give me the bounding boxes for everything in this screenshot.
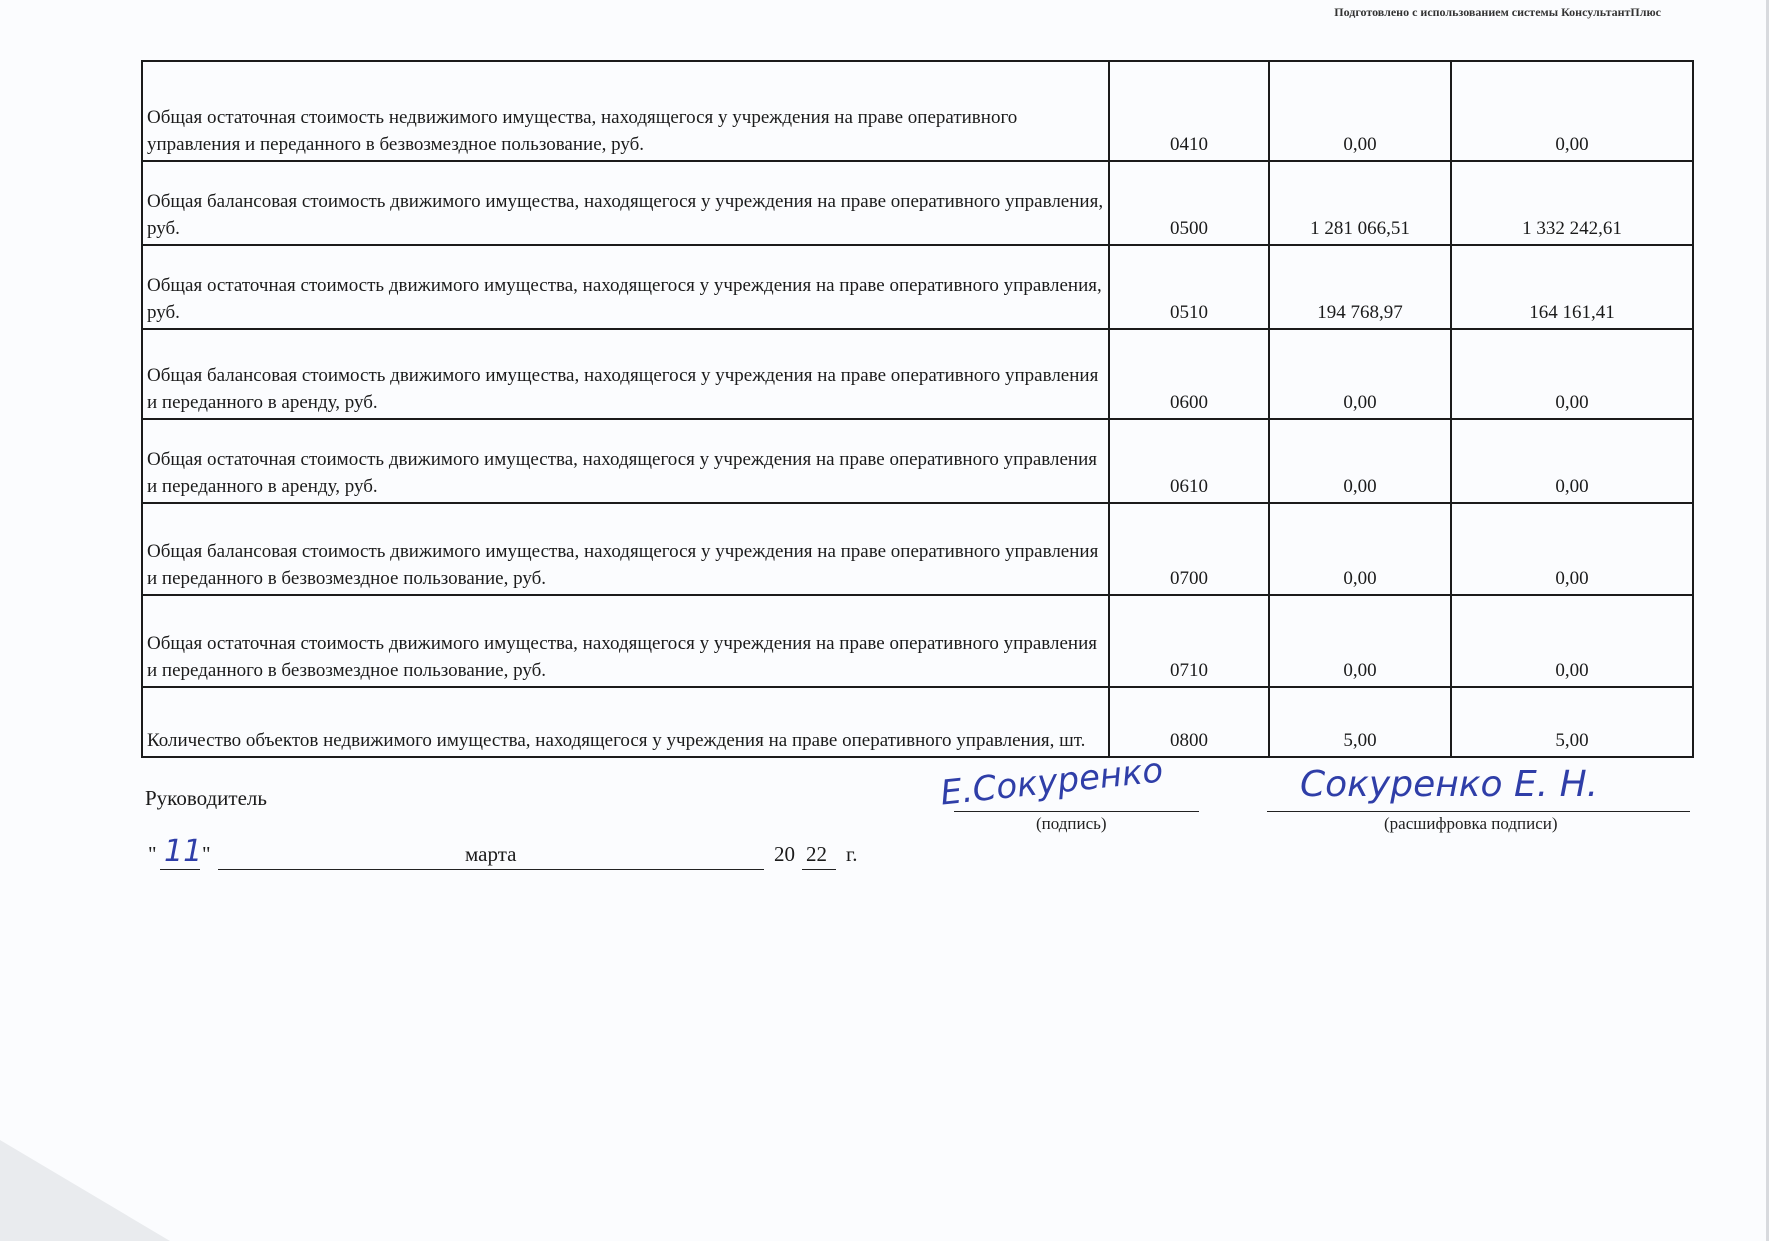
signature-handwriting: Е.Сокуренко xyxy=(938,750,1166,814)
date-month-line xyxy=(218,869,764,870)
signature-line xyxy=(954,811,1199,812)
row-value-start: 0,00 xyxy=(1269,503,1451,595)
table-row xyxy=(142,329,1693,419)
row-description: Количество объектов недвижимого имущества, находящегося у учреждения на праве оперативного управления, шт. xyxy=(142,687,1109,757)
row-value-start: 194 768,97 xyxy=(1269,245,1451,329)
row-code: 0600 xyxy=(1109,329,1269,419)
row-description: Общая балансовая стоимость движимого имущества, находящегося у учреждения на праве оперативного управления, руб. xyxy=(142,161,1109,245)
row-code: 0610 xyxy=(1109,419,1269,503)
row-value-end: 0,00 xyxy=(1451,595,1693,687)
property-table-body xyxy=(142,61,1693,757)
row-description: Общая остаточная стоимость движимого имущества, находящегося у учреждения на праве оперативного управления и переданного в аренду, руб. xyxy=(142,419,1109,503)
table-row xyxy=(142,61,1693,161)
date-year-line xyxy=(802,869,836,870)
decoding-caption: (расшифровка подписи) xyxy=(1384,814,1558,833)
table-row xyxy=(142,161,1693,245)
row-code: 0500 xyxy=(1109,161,1269,245)
decoding-line xyxy=(1267,811,1690,812)
date-quote-close: " xyxy=(202,842,211,866)
row-description: Общая балансовая стоимость движимого имущества, находящегося у учреждения на праве оперативного управления и переданного в аренду, руб. xyxy=(142,329,1109,419)
row-description: Общая остаточная стоимость движимого имущества, находящегося у учреждения на праве оперативного управления и переданного в безвозмездное пользование, руб. xyxy=(142,595,1109,687)
row-value-start: 0,00 xyxy=(1269,595,1451,687)
table-row xyxy=(142,503,1693,595)
role-label: Руководитель xyxy=(145,786,267,810)
row-value-end: 0,00 xyxy=(1451,329,1693,419)
row-value-start: 1 281 066,51 xyxy=(1269,161,1451,245)
date-year-prefix: 20 xyxy=(774,842,795,866)
row-value-end: 1 332 242,61 xyxy=(1451,161,1693,245)
row-description: Общая остаточная стоимость движимого имущества, находящегося у учреждения на праве оперативного управления, руб. xyxy=(142,245,1109,329)
row-description: Общая балансовая стоимость движимого имущества, находящегося у учреждения на праве оперативного управления и переданного в безвозмездное пользование, руб. xyxy=(142,503,1109,595)
header-note: Подготовлено с использованием системы КонсультантПлюс xyxy=(1334,5,1661,19)
row-value-start: 0,00 xyxy=(1269,419,1451,503)
page-corner-fold xyxy=(0,1140,170,1241)
date-quote-open: " xyxy=(148,842,157,866)
row-value-end: 0,00 xyxy=(1451,61,1693,161)
date-year-unit: г. xyxy=(846,842,858,866)
row-value-start: 0,00 xyxy=(1269,61,1451,161)
row-code: 0800 xyxy=(1109,687,1269,757)
row-value-start: 0,00 xyxy=(1269,329,1451,419)
row-value-end: 5,00 xyxy=(1451,687,1693,757)
decoding-handwriting: Сокуренко Е. Н. xyxy=(1300,764,1599,805)
row-value-end: 0,00 xyxy=(1451,503,1693,595)
row-value-end: 164 161,41 xyxy=(1451,245,1693,329)
signature-caption: (подпись) xyxy=(1036,814,1107,833)
row-code: 0710 xyxy=(1109,595,1269,687)
table-row xyxy=(142,245,1693,329)
table-row xyxy=(142,687,1693,757)
row-code: 0410 xyxy=(1109,61,1269,161)
property-table xyxy=(141,60,1694,758)
row-description: Общая остаточная стоимость недвижимого имущества, находящегося у учреждения на праве оперативного управления и переданного в безвозмездное пользование, руб. xyxy=(142,61,1109,161)
row-code: 0700 xyxy=(1109,503,1269,595)
date-day-line xyxy=(160,869,200,870)
date-month: марта xyxy=(465,842,517,866)
row-value-start: 5,00 xyxy=(1269,687,1451,757)
date-day: 11 xyxy=(164,834,203,869)
date-year-suffix: 22 xyxy=(806,842,827,866)
row-value-end: 0,00 xyxy=(1451,419,1693,503)
row-code: 0510 xyxy=(1109,245,1269,329)
table-row xyxy=(142,595,1693,687)
table-row xyxy=(142,419,1693,503)
